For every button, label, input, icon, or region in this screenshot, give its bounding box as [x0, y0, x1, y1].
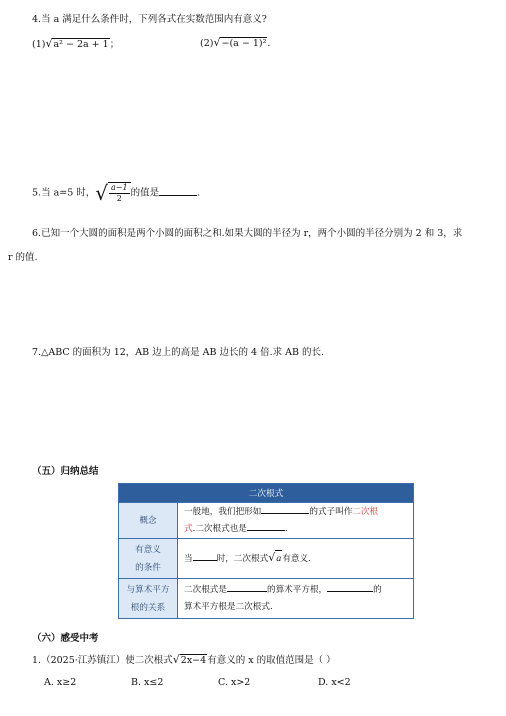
- answer-blank[interactable]: [159, 195, 197, 196]
- question-4-part-1: [32, 36, 119, 50]
- mc-option-a[interactable]: [44, 677, 76, 688]
- answer-blank[interactable]: [193, 560, 217, 561]
- cell-text: .二次根式也是: [192, 523, 247, 534]
- mc-stem: 1.（2025·江苏镇江）使二次根式: [32, 655, 173, 666]
- cell-text: 有意义.: [282, 554, 311, 564]
- table-header-text: 二次根式: [248, 489, 284, 499]
- cell-text: 时，二次根式: [216, 554, 269, 564]
- part-label: (2): [200, 38, 214, 49]
- radical-sign: √: [172, 653, 180, 666]
- question-5-suffix: 的值是: [130, 187, 160, 199]
- mc-option-c[interactable]: [218, 677, 250, 688]
- row-label-condition: [119, 539, 178, 579]
- answer-blank[interactable]: [227, 591, 267, 592]
- fraction-denominator: 2: [116, 194, 122, 203]
- question-7-text: 7.△ABC 的面积为 12，AB 边上的高是 AB 边长的 4 倍.求 AB 的长.: [32, 347, 325, 358]
- answer-blank[interactable]: [261, 513, 309, 514]
- cell-text: .: [284, 523, 288, 534]
- highlight-text: 式: [184, 523, 193, 534]
- cell-text: 的式子叫作: [309, 506, 353, 517]
- radical-sign: √: [45, 37, 53, 50]
- option-text: A. x≥2: [44, 677, 77, 688]
- question-5-end: .: [197, 187, 201, 199]
- question-4-text: 4.当 a 满足什么条件时，下列各式在实数范围内有意义?: [32, 14, 267, 25]
- answer-blank[interactable]: [327, 591, 373, 592]
- cell-text: 一般地，我们把形如: [184, 506, 262, 517]
- label-text: 的条件: [135, 562, 161, 573]
- question-4: [32, 11, 267, 25]
- cell-text: 当: [184, 554, 193, 564]
- row-content-condition: [178, 539, 414, 579]
- question-5-prefix: 5.当 a=5 时，: [32, 187, 96, 199]
- part-label: (1): [32, 39, 46, 50]
- question-5: [32, 181, 200, 205]
- radical-sign: √: [95, 181, 109, 205]
- option-text: B. x≤2: [131, 677, 164, 688]
- row-label-relation: [119, 579, 178, 619]
- question-6-text: 6.已知一个大圆的面积是两个小圆的面积之和.如果大圆的半径为 r，两个小圆的半径分别为 2 和 3，求: [32, 228, 463, 239]
- label-text: 有意义: [135, 544, 161, 555]
- question-6-line-1: [32, 225, 462, 239]
- label-text: 与算术平方: [126, 584, 170, 595]
- fraction-radicand: [108, 182, 131, 204]
- section-heading-exam: [32, 630, 99, 644]
- radicand: a² − 2a + 1: [53, 39, 109, 50]
- row-content-concept: [178, 503, 414, 539]
- part-end: .: [267, 38, 271, 49]
- question-4-part-2: [200, 36, 270, 49]
- section-heading-summary: [32, 463, 99, 477]
- table-header: [119, 484, 414, 503]
- option-text: C. x>2: [218, 677, 251, 688]
- row-content-relation: [178, 579, 414, 619]
- radicand: 2x−4: [180, 655, 207, 666]
- radical-sign: √: [268, 551, 276, 564]
- cell-text: 算术平方根是二次根式.: [184, 601, 273, 612]
- question-6-line-2: [8, 249, 38, 263]
- mc-question-1: [32, 652, 336, 666]
- row-label-concept: [119, 503, 178, 539]
- cell-text: 的: [373, 584, 382, 595]
- question-7: [32, 344, 324, 358]
- label-text: 根的关系: [130, 602, 166, 613]
- fraction: [109, 183, 130, 204]
- section-title: （五）归纳总结: [32, 466, 99, 477]
- highlight-text: 二次根: [352, 506, 379, 517]
- radicand: −(a − 1)²: [221, 38, 267, 49]
- answer-blank[interactable]: [247, 530, 285, 531]
- mc-stem: 有意义的 x 的取值范围是（ ）: [207, 655, 336, 666]
- section-title: （六）感受中考: [32, 633, 99, 644]
- summary-table: [118, 483, 414, 619]
- radicand: a: [275, 550, 282, 568]
- cell-text: 二次根式是: [184, 584, 227, 595]
- radical-sign: √: [213, 36, 221, 49]
- table-row: [119, 539, 414, 579]
- mc-option-b[interactable]: [131, 677, 163, 688]
- cell-text: 的算术平方根，: [266, 584, 328, 595]
- fraction-numerator: a−1: [111, 183, 128, 192]
- label-text: 概念: [139, 515, 157, 526]
- table-row: [119, 503, 414, 539]
- mc-option-d[interactable]: [318, 677, 351, 688]
- option-text: D. x<2: [318, 677, 351, 688]
- question-6-text-cont: r 的值.: [8, 252, 38, 263]
- part-end: ；: [109, 39, 120, 50]
- table-row: [119, 579, 414, 619]
